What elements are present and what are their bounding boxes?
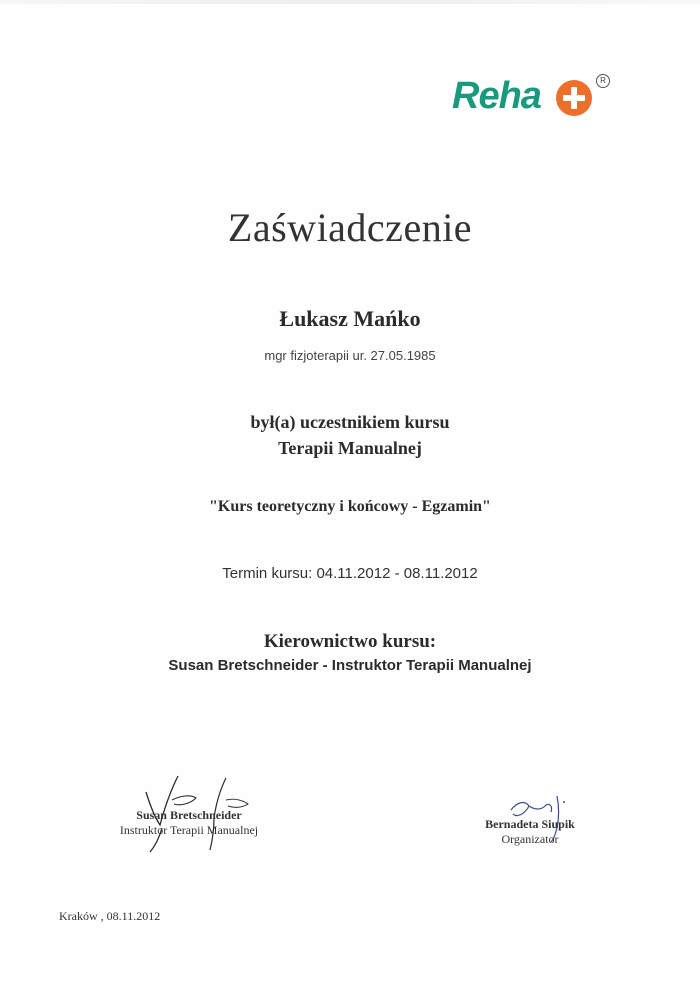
signature-left-role: Instruktor Terapii Manualnej <box>119 823 259 837</box>
recipient-name: Łukasz Mańko <box>279 306 421 331</box>
signature-right-name: Bernadeta Siupik <box>485 817 575 831</box>
signature-left-name: Susan Bretschneider <box>136 808 242 822</box>
signature-right <box>466 817 594 847</box>
course-name: Terapii Manualnej <box>278 438 422 458</box>
place-date: Kraków , 08.11.2012 <box>59 909 161 923</box>
logo-text: Reha <box>452 75 541 117</box>
leadership-person: Susan Bretschneider - Instruktor Terapii Manualnej <box>168 657 532 674</box>
page-edge <box>0 0 700 4</box>
signature-left <box>100 808 278 838</box>
course-type: "Kurs teoretyczny i końcowy - Egzamin" <box>209 498 491 515</box>
reha-logo <box>452 74 612 124</box>
participant-line: był(a) uczestnikiem kursu <box>250 412 450 432</box>
certificate-title: Zaświadczenie <box>227 205 473 250</box>
registered-mark: R <box>596 74 610 88</box>
course-term: Termin kursu: 04.11.2012 - 08.11.2012 <box>222 565 478 582</box>
recipient-details: mgr fizjoterapii ur. 27.05.1985 <box>264 348 436 363</box>
leadership-heading: Kierownictwo kursu: <box>263 631 437 652</box>
signature-right-role: Organizator <box>501 832 559 846</box>
plus-icon <box>556 80 592 116</box>
